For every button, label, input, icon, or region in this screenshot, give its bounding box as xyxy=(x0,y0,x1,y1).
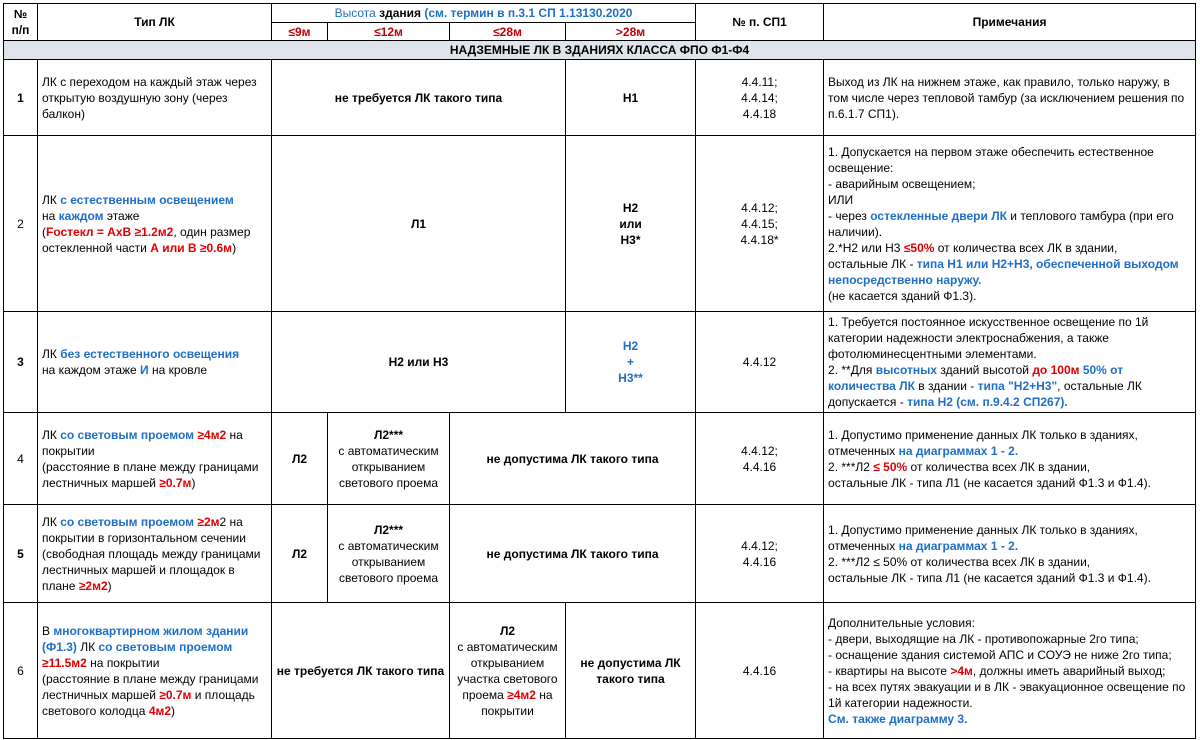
table-row xyxy=(4,60,1196,136)
type-highlight: ≥11.5м2 xyxy=(42,655,87,670)
note-text: 2. ***Л2 xyxy=(828,459,874,474)
row-height-lt28: не требуется ЛК такого типа xyxy=(272,60,566,136)
type-highlight: ≥2м xyxy=(197,514,220,529)
row-num: 2 xyxy=(4,136,38,312)
table-row xyxy=(4,413,1196,505)
h28-text: на покрытии xyxy=(481,687,553,718)
h28-desc xyxy=(454,639,561,719)
h28-type: Л2 xyxy=(499,623,516,638)
note-highlight: до 100м xyxy=(1032,363,1080,377)
row-type xyxy=(38,312,272,413)
type-highlight: 4м2 xyxy=(148,703,172,718)
type-text: ) xyxy=(107,578,112,593)
row-notes: Выход из ЛК на нижнем этаже, как правило, только наружу, в том числе через тепловой тамбур (за исключением решения по п.6.1.7 СП1). xyxy=(824,60,1196,136)
h12-desc: с автоматическим открыванием светового проема xyxy=(338,538,439,585)
note-line: 2. ***Л2 ≤ 50% от количества всех ЛК в здании, xyxy=(828,554,1091,569)
row-num: 5 xyxy=(4,505,38,603)
note-highlight: на диаграммах 1 - 2. xyxy=(898,538,1019,553)
type-text: В xyxy=(42,623,54,638)
type-text: и площадь светового колодца xyxy=(42,687,255,718)
note-line: остальные ЛК - типа Л1 (не касается зданий Ф1.3 и Ф1.4). xyxy=(828,475,1151,490)
note-text: - квартиры на высоте xyxy=(828,663,951,678)
note-text: и теплового тамбура (при его наличии). xyxy=(828,208,1174,239)
type-text: ( xyxy=(42,224,46,239)
type-highlight: многоквартирном жилом здании (Ф1.3) xyxy=(42,623,249,654)
note-line: - на всех путях эвакуации и в ЛК - эвакуационное освещение по 1й категории надежности. xyxy=(828,679,1186,710)
note-highlight: ≤ 50% xyxy=(873,459,908,474)
row-height-lt28: Н2 или Н3 xyxy=(272,312,566,413)
note-line xyxy=(828,256,1191,288)
row-num: 6 xyxy=(4,603,38,739)
note-line xyxy=(828,459,1191,475)
note-text: в здании - xyxy=(914,379,978,393)
type-text: ) xyxy=(171,703,176,718)
type-text: ) xyxy=(232,240,237,255)
type-text: этаже xyxy=(103,208,140,223)
note-line: 1. Допускается на первом этаже обеспечить естественное освещение: xyxy=(828,144,1154,175)
col-header-type: Тип ЛК xyxy=(38,4,272,41)
note-line xyxy=(828,427,1191,459)
row-type xyxy=(38,505,272,603)
row-type xyxy=(38,136,272,312)
col-header-notes: Примечания xyxy=(824,4,1196,41)
type-highlight: с естественным освещением xyxy=(60,192,234,207)
type-text: на каждом этаже xyxy=(42,363,141,377)
col-header-height xyxy=(272,4,696,23)
note-text: 2.*Н2 или Н3 xyxy=(828,240,904,255)
note-line: ИЛИ xyxy=(828,192,854,207)
col-header-h9: ≤9м xyxy=(272,23,328,41)
type-text: на xyxy=(42,208,59,223)
note-highlight: ≤50% xyxy=(903,240,935,255)
row-height-h12 xyxy=(328,505,450,603)
note-line: Дополнительные условия: xyxy=(828,615,975,630)
row-sp: 4.4.12 xyxy=(696,312,824,413)
row-notes xyxy=(824,603,1196,739)
type-text: ) xyxy=(191,475,196,490)
type-text: ЛК xyxy=(42,514,61,529)
type-highlight: со световым проемом xyxy=(60,514,195,529)
row-height-rest: не допустима ЛК такого типа xyxy=(450,505,696,603)
note-line xyxy=(828,208,1191,240)
note-highlight: типа "Н2+Н3" xyxy=(977,379,1058,393)
row-height-h28 xyxy=(450,603,566,739)
row-height-lt28: Л1 xyxy=(272,136,566,312)
row-type: ЛК с переходом на каждый этаж через открытую воздушную зону (через балкон) xyxy=(38,60,272,136)
note-text: , остальные ЛК допускается - xyxy=(828,379,1142,409)
row-notes xyxy=(824,312,1196,413)
note-text: , должны иметь аварийный выход; xyxy=(972,663,1166,678)
col-header-sp: № п. СП1 xyxy=(696,4,824,41)
row-height-h9: Л2 xyxy=(272,413,328,505)
note-text: остальные ЛК - xyxy=(828,256,917,271)
note-line xyxy=(828,663,1191,679)
row-sp: 4.4.11; 4.4.14; 4.4.18 xyxy=(696,60,824,136)
note-line: 1. Требуется постоянное искусственное освещение по 1й категории надежности электроснабжения, а также фотолюминесцентными элементами. xyxy=(828,315,1149,361)
row-height-gt28: Н2 или Н3* xyxy=(566,136,696,312)
note-highlight: типа Н2 (см. п.9.4.2 СП267). xyxy=(907,395,1068,409)
note-highlight: 50% от количества ЛК xyxy=(828,363,1124,393)
type-text: ЛК xyxy=(42,192,61,207)
row-type xyxy=(38,413,272,505)
type-highlight: Fостекл = AxB ≥1.2м2 xyxy=(46,224,174,239)
note-line xyxy=(828,362,1191,410)
row-height-rest: не допустима ЛК такого типа xyxy=(450,413,696,505)
row-num: 4 xyxy=(4,413,38,505)
type-text: ЛК xyxy=(42,427,61,442)
row-height-gt28: не допустима ЛК такого типа xyxy=(566,603,696,739)
note-text: зданий высотой xyxy=(937,363,1033,377)
row-notes xyxy=(824,413,1196,505)
note-highlight: на диаграммах 1 - 2. xyxy=(898,443,1019,458)
type-highlight: без естественного освещения xyxy=(60,347,240,361)
table-row xyxy=(4,312,1196,413)
height-title-b: здания xyxy=(375,6,425,20)
row-num: 3 xyxy=(4,312,38,413)
note-line: - двери, выходящие на ЛК - противопожарные 2го типа; xyxy=(828,631,1139,646)
table-row xyxy=(4,136,1196,312)
table-row xyxy=(4,603,1196,739)
col-header-num: № п/п xyxy=(4,4,38,41)
h12-type: Л2*** xyxy=(373,522,404,537)
col-header-h28: ≤28м xyxy=(450,23,566,41)
type-highlight: ≥0.7м xyxy=(159,687,192,702)
note-highlight: остекленные двери ЛК xyxy=(870,208,1007,223)
type-text: , один размер остекленной части xyxy=(42,224,251,255)
type-highlight: А или В ≥0.6м xyxy=(150,240,233,255)
row-height-h9: Л2 xyxy=(272,505,328,603)
type-highlight: со световым проемом xyxy=(98,639,233,654)
note-text: 2. **Для xyxy=(828,363,876,377)
type-text: 2 на покрытии в горизонтальном сечении (свободная площадь между границами лестничных маршей и площадок в плане xyxy=(42,514,261,593)
fire-stairwell-table xyxy=(3,3,1196,739)
note-line xyxy=(828,522,1191,554)
h28-highlight: ≥4м2 xyxy=(507,687,536,702)
note-highlight: высотных xyxy=(875,363,938,377)
note-line: См. также диаграмму 3. xyxy=(828,711,968,726)
note-line: остальные ЛК - типа Л1 (не касается зданий Ф1.3 и Ф1.4). xyxy=(828,570,1151,585)
note-text: от количества всех ЛК в здании, xyxy=(907,459,1091,474)
row-height-h12 xyxy=(328,413,450,505)
h12-desc: с автоматическим открыванием светового проема xyxy=(338,443,439,490)
h28-text: с автоматическим открыванием участка светового проема xyxy=(457,639,558,702)
col-header-hgt28: >28м xyxy=(566,23,696,41)
type-text: на покрытии xyxy=(42,427,243,458)
note-line: - оснащение здания системой АПС и СОУЭ не ниже 2го типа; xyxy=(828,647,1172,662)
row-notes xyxy=(824,505,1196,603)
type-highlight: ≥0.7м xyxy=(159,475,192,490)
row-notes xyxy=(824,136,1196,312)
row-sp: 4.4.16 xyxy=(696,603,824,739)
note-line: - аварийным освещением; xyxy=(828,176,976,191)
note-highlight: типа Н1 или Н2+Н3, обеспеченной выходом непосредственно наружу. xyxy=(828,256,1179,287)
note-text: от количества всех ЛК в здании, xyxy=(934,240,1118,255)
row-height-h9-h12: не требуется ЛК такого типа xyxy=(272,603,450,739)
type-text: (расстояние в плане между границами лестничных маршей xyxy=(42,459,259,490)
col-header-h12: ≤12м xyxy=(328,23,450,41)
row-height-gt28: Н1 xyxy=(566,60,696,136)
type-text: (расстояние в плане между границами лестничных маршей xyxy=(42,671,259,702)
height-title-a: Высота xyxy=(334,6,376,20)
type-highlight: со световым проемом xyxy=(60,427,195,442)
note-text: 1. Допустимо применение данных ЛК только в зданиях, отмеченных xyxy=(828,427,1138,458)
type-highlight: И xyxy=(140,363,149,377)
type-highlight: ≥2м2 xyxy=(78,578,108,593)
section-title: НАДЗЕМНЫЕ ЛК В ЗДАНИЯХ КЛАССА ФПО Ф1-Ф4 xyxy=(4,41,1196,60)
row-sp: 4.4.12; 4.4.16 xyxy=(696,413,824,505)
row-height-gt28: Н2 + Н3** xyxy=(566,312,696,413)
type-highlight: каждом xyxy=(58,208,104,223)
type-text: на кровле xyxy=(148,363,208,377)
note-text: - через xyxy=(828,208,871,223)
row-sp: 4.4.12; 4.4.16 xyxy=(696,505,824,603)
note-text: 1. Допустимо применение данных ЛК только в зданиях, отмеченных xyxy=(828,522,1138,553)
note-highlight: >4м xyxy=(950,663,973,678)
type-text: ЛК xyxy=(76,639,99,654)
type-text: ЛК xyxy=(42,347,61,361)
table-row xyxy=(4,505,1196,603)
note-line: (не касается зданий Ф1.3). xyxy=(828,288,977,303)
height-title-c: (см. термин в п.3.1 СП 1.13130.2020 xyxy=(424,6,633,20)
h12-type: Л2*** xyxy=(373,427,404,442)
row-type xyxy=(38,603,272,739)
type-highlight: ≥4м2 xyxy=(197,427,227,442)
row-sp: 4.4.12; 4.4.15; 4.4.18* xyxy=(696,136,824,312)
type-text: на покрытии xyxy=(86,655,160,670)
note-line xyxy=(828,240,1191,256)
row-num: 1 xyxy=(4,60,38,136)
